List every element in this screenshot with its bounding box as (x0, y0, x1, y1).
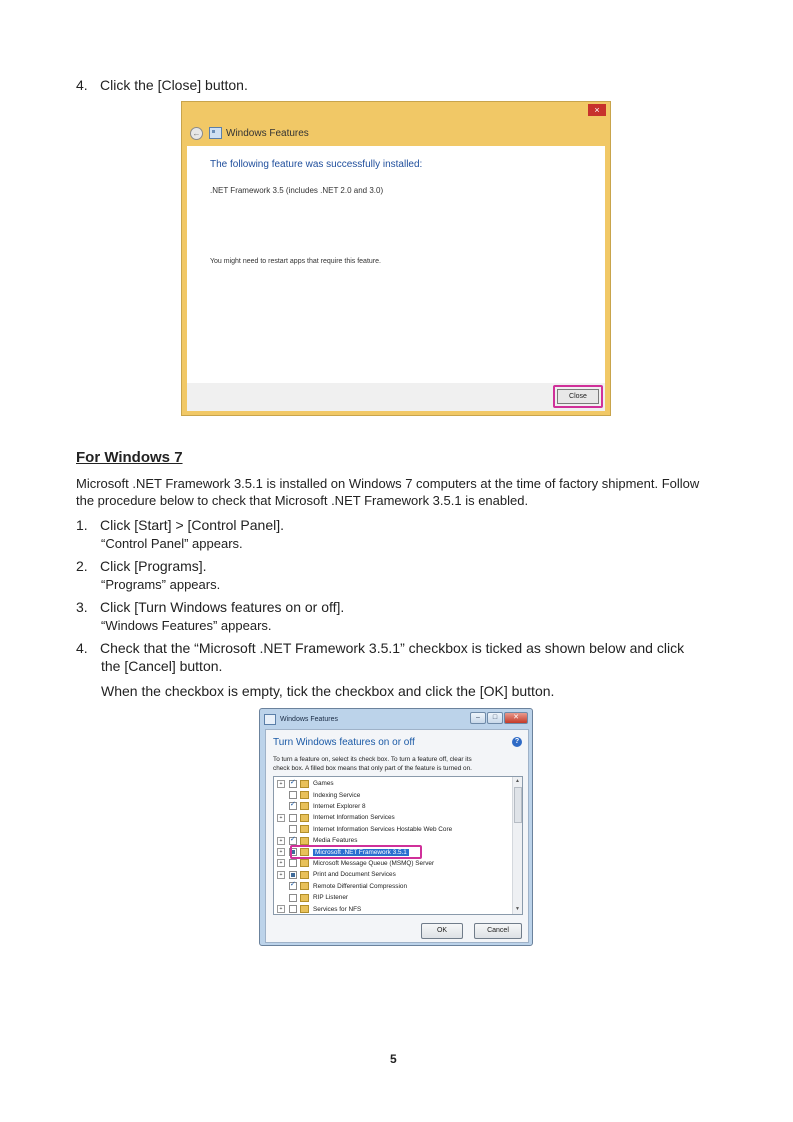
tree-item-print-services[interactable]: + Print and Document Services (274, 869, 396, 880)
expand-icon[interactable]: + (277, 871, 285, 879)
checkbox[interactable] (289, 791, 297, 799)
expand-icon[interactable]: + (277, 814, 285, 822)
dialog-titlebar (190, 124, 309, 142)
vertical-scrollbar[interactable] (512, 777, 522, 914)
folder-icon (300, 859, 309, 867)
checkbox[interactable] (289, 882, 297, 890)
step-number: 2. (76, 558, 88, 574)
help-icon[interactable]: ? (512, 737, 522, 747)
dialog-heading: Turn Windows features on or off (273, 737, 415, 748)
checkbox[interactable] (289, 859, 297, 867)
tree-item-rdc[interactable]: ✓ Remote Differential Compression (274, 881, 407, 892)
step-2 (76, 557, 207, 575)
step-number: 4. (76, 640, 88, 656)
dialog-body (265, 729, 529, 943)
step-3-note: “Windows Features” appears. (101, 618, 272, 633)
checkbox[interactable] (289, 905, 297, 913)
dialog-footer (187, 383, 605, 411)
tree-item-games[interactable]: + ✓ Games (274, 778, 334, 789)
folder-icon (300, 905, 309, 913)
folder-icon (300, 894, 309, 902)
win8-windows-features-dialog (181, 101, 611, 416)
checkbox[interactable] (289, 802, 297, 810)
dialog-title: Windows Features (226, 127, 309, 139)
page-number: 5 (390, 1052, 397, 1066)
tree-item-internet-explorer[interactable]: ✓ Internet Explorer 8 (274, 801, 366, 812)
folder-icon (300, 802, 309, 810)
expand-icon[interactable]: + (277, 848, 285, 856)
checkbox[interactable] (289, 814, 297, 822)
dialog-content (187, 146, 605, 383)
step-text: Click [Programs]. (100, 558, 207, 574)
checkbox[interactable] (289, 825, 297, 833)
minimize-icon[interactable]: – (470, 712, 486, 724)
step-4-line-3: When the checkbox is empty, tick the checkbox and click the [OK] button. (101, 683, 555, 699)
section-heading: For Windows 7 (76, 449, 183, 466)
step-3 (76, 598, 344, 616)
checkbox[interactable] (289, 780, 297, 788)
close-icon[interactable]: ✕ (504, 712, 528, 724)
close-icon[interactable]: × (588, 104, 606, 116)
maximize-icon[interactable]: □ (487, 712, 503, 724)
step-2-note: “Programs” appears. (101, 577, 221, 592)
checkbox[interactable] (289, 837, 297, 845)
scroll-up-icon[interactable]: ▲ (515, 778, 520, 784)
step-1-note: “Control Panel” appears. (101, 536, 243, 551)
step-text: Click [Turn Windows features on or off]. (100, 599, 345, 615)
description-line-1: To turn a feature on, select its check box. To turn a feature off, clear its (273, 756, 472, 763)
scroll-down-icon[interactable]: ▼ (515, 906, 520, 912)
step-text: Click the [Close] button. (100, 77, 248, 93)
step-number: 1. (76, 517, 88, 533)
step-4-line-2: the [Cancel] button. (101, 658, 223, 674)
folder-icon (300, 882, 309, 890)
dotnet-highlight (290, 845, 422, 859)
tree-item-indexing-service[interactable]: Indexing Service (274, 789, 360, 800)
folder-icon (300, 825, 309, 833)
window-controls (469, 712, 528, 724)
step-1 (76, 516, 284, 534)
checkbox[interactable] (289, 894, 297, 902)
installed-feature: .NET Framework 3.5 (includes .NET 2.0 and 3.0) (210, 186, 384, 195)
success-heading: The following feature was successfully installed: (210, 159, 423, 170)
close-button-highlight (553, 385, 603, 408)
expand-icon[interactable]: + (277, 837, 285, 845)
windows-features-icon (209, 127, 222, 139)
folder-icon (300, 780, 309, 788)
expand-icon[interactable]: + (277, 905, 285, 913)
scroll-thumb[interactable] (514, 787, 522, 823)
step-number: 3. (76, 599, 88, 615)
tree-item-msmq[interactable]: + Microsoft Message Queue (MSMQ) Server (274, 858, 434, 869)
folder-icon (300, 791, 309, 799)
tree-item-dotnet-framework[interactable]: + Microsoft .NET Framework 3.5.1 (274, 846, 409, 857)
back-arrow-icon[interactable]: ← (190, 127, 203, 140)
folder-icon (300, 871, 309, 879)
close-button[interactable]: Close (557, 389, 599, 404)
expand-icon[interactable]: + (277, 780, 285, 788)
step-4-top (76, 76, 248, 94)
dialog-titlebar (264, 712, 338, 726)
folder-icon (300, 837, 309, 845)
cancel-button[interactable]: Cancel (474, 923, 522, 939)
tree-item-iis[interactable]: + Internet Information Services (274, 812, 395, 823)
description-line-2: check box. A filled box means that only part of the feature is turned on. (273, 765, 472, 772)
restart-note: You might need to restart apps that require this feature. (210, 258, 381, 265)
dialog-description (273, 755, 521, 773)
dialog-title: Windows Features (280, 715, 338, 723)
folder-icon (300, 814, 309, 822)
intro-line-2: the procedure below to check that Microsoft .NET Framework 3.5.1 is enabled. (76, 493, 529, 508)
windows-features-icon (264, 714, 276, 725)
tree-item-nfs[interactable]: + Services for NFS (274, 903, 361, 914)
expand-icon[interactable]: + (277, 859, 285, 867)
step-number: 4. (76, 77, 88, 93)
step-text: Check that the “Microsoft .NET Framework 3.5.1” checkbox is ticked as shown below and click (100, 640, 685, 656)
tree-item-rip-listener[interactable]: RIP Listener (274, 892, 348, 903)
step-text: Click [Start] > [Control Panel]. (100, 517, 285, 533)
win7-windows-features-dialog (259, 708, 533, 946)
checkbox[interactable] (289, 871, 297, 879)
ok-button[interactable]: OK (421, 923, 463, 939)
tree-item-media-features[interactable]: + ✓ Media Features (274, 835, 357, 846)
feature-tree[interactable] (273, 776, 523, 915)
intro-line-1: Microsoft .NET Framework 3.5.1 is installed on Windows 7 computers at the time of factory shipment. Follow (76, 476, 700, 491)
step-4 (76, 639, 684, 657)
tree-item-iis-hostable-web-core[interactable]: Internet Information Services Hostable Web Core (274, 824, 452, 835)
